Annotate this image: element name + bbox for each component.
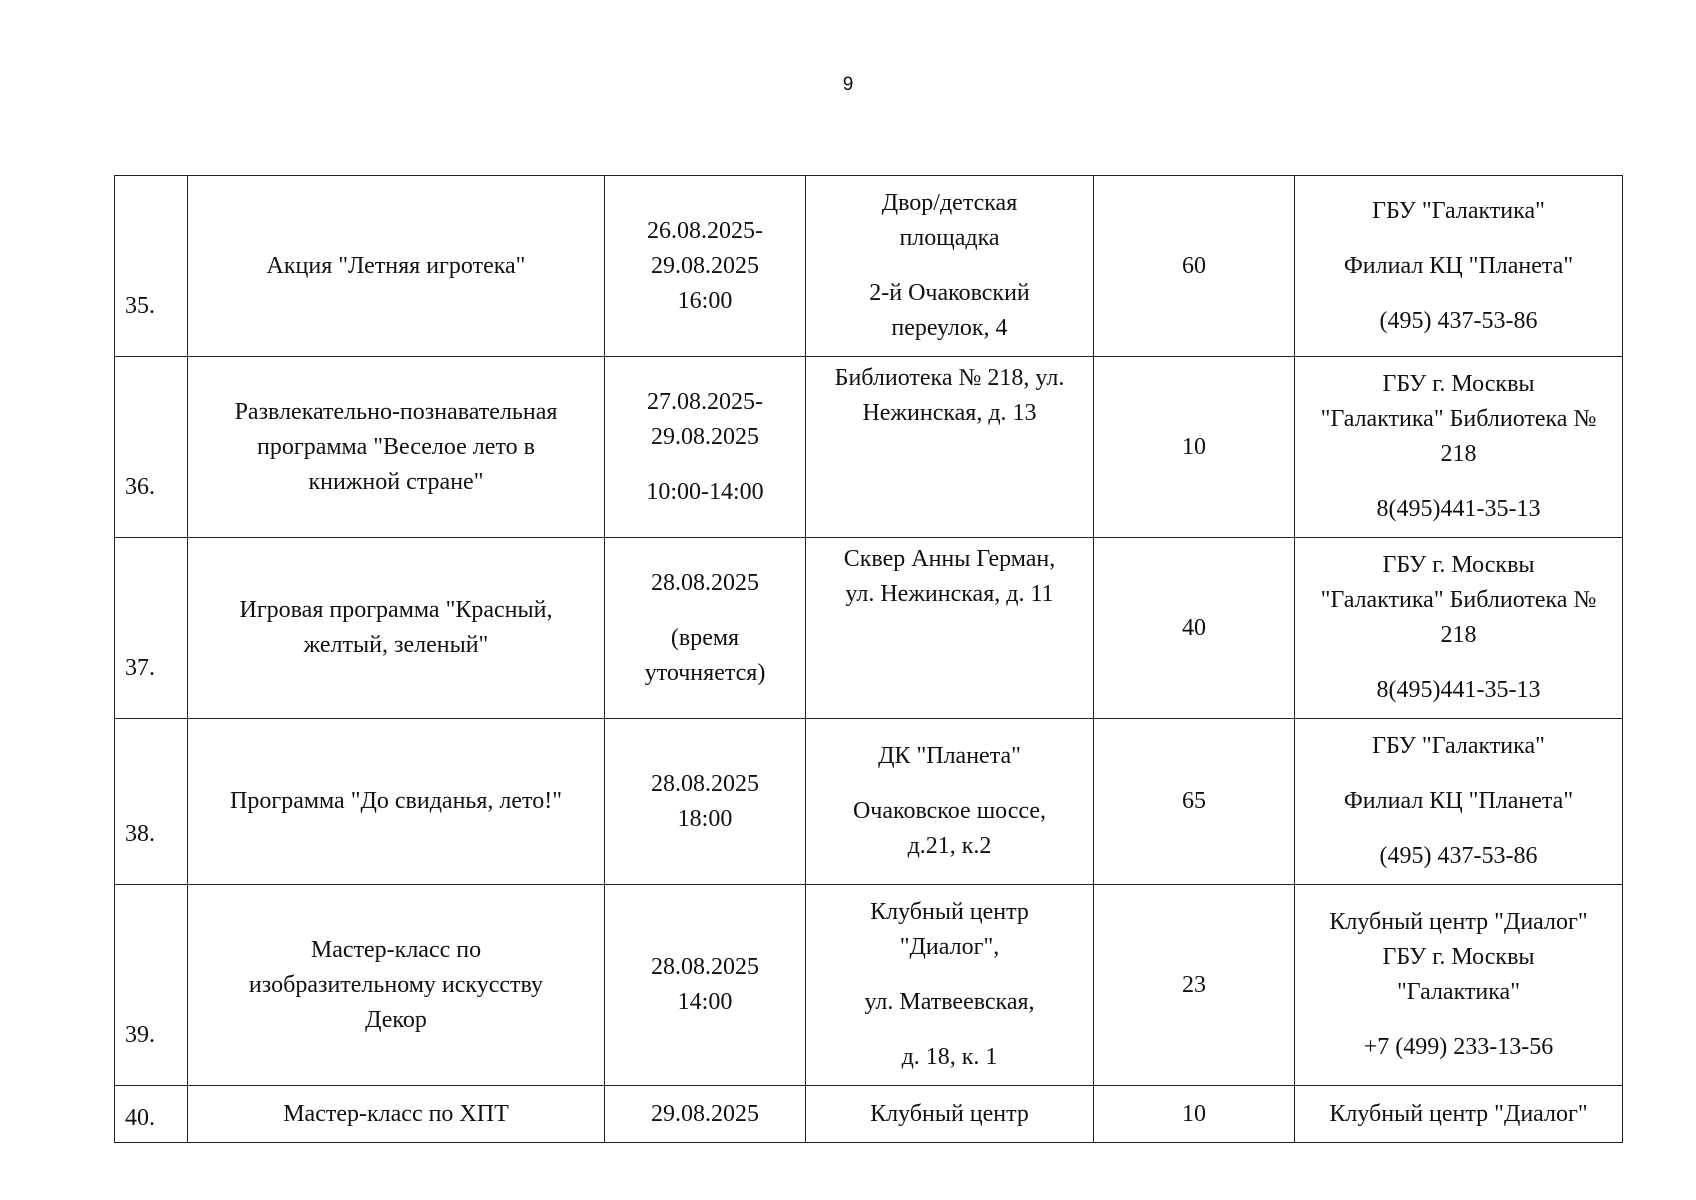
event-name-line: Декор	[365, 1006, 427, 1033]
event-name-line: программа "Веселое лето в	[257, 433, 535, 460]
participants-count-cell: 65	[1094, 719, 1295, 885]
organizer-cell	[1295, 538, 1623, 719]
event-name-line: Программа "До свиданья, лето!"	[230, 788, 562, 814]
event-name-cell	[188, 176, 605, 357]
event-place-cell	[806, 538, 1094, 719]
event-date-cell	[605, 357, 806, 538]
organizer-line: (495) 437-53-86	[1379, 843, 1538, 869]
line-gap	[613, 601, 797, 621]
row-number: 35.	[115, 176, 188, 357]
event-place-line: Очаковское шоссе,	[852, 798, 1047, 824]
event-place-line: д. 18, к. 1	[901, 1044, 998, 1070]
organizer-line: Клубный центр "Диалог"	[1329, 1100, 1588, 1127]
organizer-cell	[1295, 1086, 1623, 1143]
row-number: 37.	[115, 538, 188, 719]
event-date-line: 29.08.2025	[651, 423, 759, 450]
event-date-cell	[605, 1086, 806, 1143]
events-table-body	[115, 176, 1623, 1143]
organizer-line: Филиал КЦ "Планета"	[1343, 788, 1574, 814]
organizer-line: 218	[1440, 622, 1477, 648]
organizer-line: 8(495)441-35-13	[1376, 496, 1541, 522]
event-place-line: площадка	[899, 225, 1000, 251]
organizer-line: ГБУ г. Москвы	[1382, 944, 1535, 970]
event-date-line: 29.08.2025	[651, 1100, 759, 1127]
event-place-line: 2-й Очаковский	[869, 280, 1030, 306]
event-date-line: 27.08.2025-	[647, 388, 763, 415]
event-place-line: Нежинская, д. 13	[862, 400, 1037, 426]
event-name-cell	[188, 719, 605, 885]
event-place-line: переулок, 4	[891, 315, 1008, 341]
organizer-cell	[1295, 719, 1623, 885]
organizer-line: Клубный центр "Диалог"	[1329, 909, 1588, 935]
event-place-line: ДК "Планета"	[878, 743, 1021, 769]
event-place-line: ул. Нежинская, д. 11	[845, 581, 1054, 607]
organizer-line: 218	[1440, 441, 1477, 467]
event-name-cell	[188, 885, 605, 1086]
event-name-line: книжной стране"	[308, 468, 484, 495]
event-name-line: Мастер-класс по ХПТ	[283, 1100, 509, 1127]
event-name-line: Акция "Летняя игротека"	[266, 252, 526, 279]
organizer-line: Филиал КЦ "Планета"	[1343, 252, 1574, 279]
line-gap	[613, 455, 797, 475]
line-gap	[814, 774, 1085, 794]
participants-count-cell: 10	[1094, 357, 1295, 538]
row-number: 39.	[115, 885, 188, 1086]
event-date-line: 28.08.2025	[651, 954, 759, 980]
event-date-cell	[605, 176, 806, 357]
event-place-cell	[806, 1086, 1094, 1143]
event-place-line: "Диалог",	[899, 934, 1000, 960]
line-gap	[1303, 1010, 1614, 1030]
page-number: 9	[842, 74, 854, 95]
table-row	[115, 885, 1623, 1086]
event-date-line: 28.08.2025	[651, 770, 759, 797]
table-row	[115, 538, 1623, 719]
organizer-line: "Галактика" Библиотека №	[1320, 406, 1597, 432]
event-place-cell	[806, 176, 1094, 357]
organizer-line: 8(495)441-35-13	[1376, 677, 1541, 703]
event-date-cell	[605, 538, 806, 719]
event-date-line: 10:00-14:00	[646, 478, 764, 505]
line-gap	[814, 1020, 1085, 1040]
line-gap	[814, 965, 1085, 985]
event-date-line: 18:00	[677, 805, 733, 832]
organizer-cell	[1295, 176, 1623, 357]
organizer-line: "Галактика"	[1397, 979, 1520, 1005]
event-place-line: Библиотека № 218, ул.	[834, 365, 1065, 391]
event-date-line: 16:00	[677, 287, 733, 314]
line-gap	[1303, 764, 1614, 784]
organizer-cell	[1295, 885, 1623, 1086]
event-date-line: 26.08.2025-	[647, 217, 763, 244]
event-name-line: Развлекательно-познавательная	[234, 398, 558, 425]
event-place-line: Клубный центр	[870, 899, 1029, 925]
event-date-line: 14:00	[677, 989, 733, 1015]
line-gap	[1303, 229, 1614, 249]
event-date-line: уточняется)	[644, 659, 766, 686]
participants-count-cell: 60	[1094, 176, 1295, 357]
event-name-line: изобразительному искусству	[248, 971, 544, 998]
line-gap	[1303, 472, 1614, 492]
participants-count-cell: 23	[1094, 885, 1295, 1086]
row-number: 38.	[115, 719, 188, 885]
row-number: 40.	[115, 1086, 188, 1143]
line-gap	[814, 256, 1085, 276]
event-date-line: 29.08.2025	[651, 252, 759, 279]
event-place-line: д.21, к.2	[907, 833, 992, 859]
organizer-line: +7 (499) 233-13-56	[1363, 1034, 1554, 1060]
event-place-cell	[806, 885, 1094, 1086]
event-place-line: Сквер Анны Герман,	[843, 546, 1056, 572]
event-name-line: Мастер-класс по	[310, 936, 482, 963]
table-row	[115, 357, 1623, 538]
organizer-cell	[1295, 357, 1623, 538]
table-row	[115, 719, 1623, 885]
event-place-line: Клубный центр	[870, 1100, 1029, 1127]
event-date-cell	[605, 719, 806, 885]
event-place-line: Двор/детская	[881, 190, 1018, 216]
table-row	[115, 1086, 1623, 1143]
events-table	[114, 175, 1623, 1143]
table-row	[115, 176, 1623, 357]
participants-count-cell: 10	[1094, 1086, 1295, 1143]
line-gap	[1303, 284, 1614, 304]
organizer-line: ГБУ г. Москвы	[1382, 552, 1535, 578]
row-number: 36.	[115, 357, 188, 538]
event-place-cell	[806, 357, 1094, 538]
event-name-cell	[188, 538, 605, 719]
event-place-line: ул. Матвеевская,	[864, 989, 1035, 1015]
event-date-cell	[605, 885, 806, 1086]
participants-count-cell: 40	[1094, 538, 1295, 719]
organizer-line: ГБУ "Галактика"	[1372, 197, 1545, 224]
organizer-line: ГБУ "Галактика"	[1372, 733, 1545, 759]
line-gap	[1303, 653, 1614, 673]
line-gap	[1303, 819, 1614, 839]
organizer-line: ГБУ г. Москвы	[1382, 371, 1535, 397]
event-name-cell	[188, 1086, 605, 1143]
event-date-line: 28.08.2025	[651, 569, 759, 596]
event-place-cell	[806, 719, 1094, 885]
event-name-line: желтый, зеленый"	[303, 632, 489, 658]
event-name-cell	[188, 357, 605, 538]
organizer-line: (495) 437-53-86	[1379, 307, 1538, 334]
event-name-line: Игровая программа "Красный,	[239, 597, 553, 623]
organizer-line: "Галактика" Библиотека №	[1320, 587, 1597, 613]
event-date-line: (время	[670, 624, 740, 651]
